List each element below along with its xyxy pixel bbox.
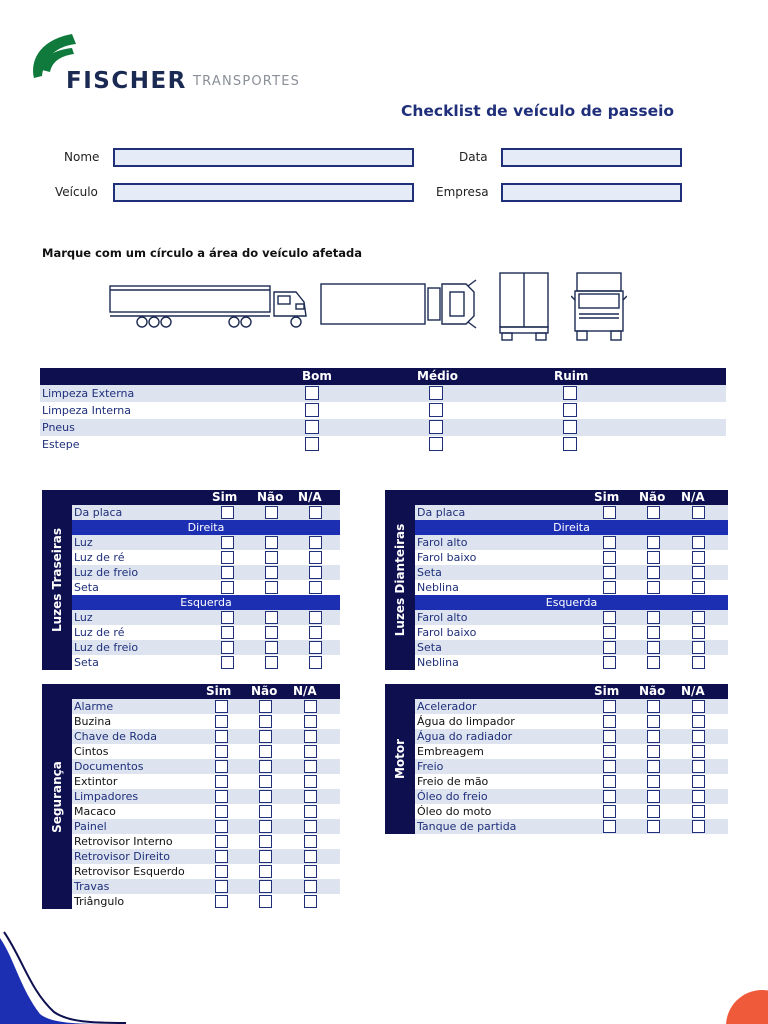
nao-checkbox[interactable] <box>647 641 660 654</box>
checklist-row-label: Extintor <box>74 775 118 788</box>
nao-column-header: Não <box>257 490 284 504</box>
sim-checkbox[interactable] <box>603 700 616 713</box>
veiculo-label: Veículo <box>55 185 98 199</box>
na-checkbox[interactable] <box>309 551 322 564</box>
sim-checkbox[interactable] <box>215 880 228 893</box>
checklist-row-label: Luz de freio <box>74 566 139 579</box>
nao-checkbox[interactable] <box>259 745 272 758</box>
checklist-row <box>72 759 340 774</box>
checklist-row-label: Painel <box>74 820 107 833</box>
subheader-esquerda: Esquerda <box>415 595 728 610</box>
section-side-label <box>385 490 415 670</box>
condition-row <box>40 385 726 402</box>
checklist-row-label: Limpadores <box>74 790 139 803</box>
checklist-row <box>72 849 340 864</box>
nao-checkbox[interactable] <box>647 611 660 624</box>
na-checkbox[interactable] <box>309 581 322 594</box>
na-checkbox[interactable] <box>692 790 705 803</box>
na-checkbox[interactable] <box>692 730 705 743</box>
checklist-row-label: Luz de ré <box>74 626 125 639</box>
condition-row <box>40 436 726 453</box>
empresa-field[interactable] <box>501 183 682 202</box>
nao-checkbox[interactable] <box>259 865 272 878</box>
checklist-row <box>72 505 340 520</box>
checklist-row-label: Óleo do freio <box>417 790 488 803</box>
checklist-row-label: Da placa <box>417 506 466 519</box>
na-checkbox[interactable] <box>304 730 317 743</box>
checklist-row-label: Seta <box>74 656 99 669</box>
na-checkbox[interactable] <box>692 656 705 669</box>
na-checkbox[interactable] <box>692 745 705 758</box>
sim-checkbox[interactable] <box>221 611 234 624</box>
checklist-row-label: Tanque de partida <box>417 820 517 833</box>
checklist-row <box>415 699 728 714</box>
sim-checkbox[interactable] <box>215 895 228 908</box>
checklist-row <box>415 610 728 625</box>
na-column-header: N/A <box>298 490 322 504</box>
checklist-row-label: Farol baixo <box>417 626 477 639</box>
nao-checkbox[interactable] <box>647 790 660 803</box>
checklist-row-label: Óleo do moto <box>417 805 492 818</box>
na-checkbox[interactable] <box>692 536 705 549</box>
checklist-row <box>415 625 728 640</box>
checklist-row <box>72 655 340 670</box>
sim-checkbox[interactable] <box>215 775 228 788</box>
condition-row-label: Pneus <box>42 421 75 434</box>
truck-top-view-icon <box>318 270 480 332</box>
ruim-checkbox[interactable] <box>563 437 577 451</box>
checklist-row-label: Retrovisor Interno <box>74 835 173 848</box>
sim-checkbox[interactable] <box>221 641 234 654</box>
checklist-row <box>72 699 340 714</box>
sim-checkbox[interactable] <box>215 835 228 848</box>
nao-checkbox[interactable] <box>259 880 272 893</box>
sim-checkbox[interactable] <box>603 551 616 564</box>
na-checkbox[interactable] <box>304 820 317 833</box>
na-checkbox[interactable] <box>304 760 317 773</box>
sim-checkbox[interactable] <box>215 730 228 743</box>
sim-checkbox[interactable] <box>221 536 234 549</box>
nome-field[interactable] <box>113 148 414 167</box>
checklist-row-label: Triângulo <box>74 895 125 908</box>
checklist-row-label: Farol alto <box>417 536 468 549</box>
section-title: Luzes Dianteiras <box>393 523 407 637</box>
na-checkbox[interactable] <box>309 656 322 669</box>
na-checkbox[interactable] <box>692 715 705 728</box>
na-checkbox[interactable] <box>309 506 322 519</box>
truck-side-left-icon <box>106 270 310 332</box>
sim-checkbox[interactable] <box>603 611 616 624</box>
checklist-row <box>72 729 340 744</box>
nao-checkbox[interactable] <box>265 581 278 594</box>
bom-checkbox[interactable] <box>305 437 319 451</box>
checklist-row-label: Travas <box>74 880 110 893</box>
section-title: Motor <box>393 738 407 780</box>
checklist-row-label: Cintos <box>74 745 109 758</box>
ruim-checkbox[interactable] <box>563 420 577 434</box>
checklist-row <box>72 894 340 909</box>
na-checkbox[interactable] <box>692 820 705 833</box>
checklist-row <box>72 580 340 595</box>
wave-decoration-icon <box>0 928 130 1024</box>
table-header <box>72 490 340 505</box>
medio-header: Médio <box>417 369 459 383</box>
na-checkbox[interactable] <box>692 641 705 654</box>
na-checkbox[interactable] <box>692 760 705 773</box>
sim-checkbox[interactable] <box>603 730 616 743</box>
checklist-row <box>415 774 728 789</box>
checklist-row <box>415 565 728 580</box>
nao-checkbox[interactable] <box>259 895 272 908</box>
sim-checkbox[interactable] <box>603 656 616 669</box>
nao-column-header: Não <box>251 684 278 698</box>
sim-checkbox[interactable] <box>603 506 616 519</box>
sim-checkbox[interactable] <box>603 775 616 788</box>
sim-checkbox[interactable] <box>603 790 616 803</box>
sim-column-header: Sim <box>206 684 232 698</box>
subheader-direita: Direita <box>415 520 728 535</box>
checklist-row <box>415 640 728 655</box>
sim-checkbox[interactable] <box>221 506 234 519</box>
sim-checkbox[interactable] <box>603 715 616 728</box>
nao-checkbox[interactable] <box>647 656 660 669</box>
checklist-row-label: Freio <box>417 760 444 773</box>
truck-rear-view-icon <box>496 270 552 342</box>
section-side-label <box>42 490 72 670</box>
sim-column-header: Sim <box>594 490 620 504</box>
nao-checkbox[interactable] <box>647 536 660 549</box>
checklist-row-label: Freio de mão <box>417 775 489 788</box>
nao-checkbox[interactable] <box>265 611 278 624</box>
nao-checkbox[interactable] <box>259 775 272 788</box>
medio-checkbox[interactable] <box>429 403 443 417</box>
checklist-row-label: Chave de Roda <box>74 730 158 743</box>
na-checkbox[interactable] <box>304 745 317 758</box>
subheader-direita: Direita <box>72 520 340 535</box>
sim-checkbox[interactable] <box>215 700 228 713</box>
sim-checkbox[interactable] <box>603 745 616 758</box>
na-checkbox[interactable] <box>304 700 317 713</box>
checklist-row <box>72 744 340 759</box>
checklist-row-label: Da placa <box>74 506 123 519</box>
checklist-row-label: Neblina <box>417 581 459 594</box>
nao-checkbox[interactable] <box>647 730 660 743</box>
checklist-row-label: Seta <box>74 581 99 594</box>
motor-table <box>385 684 728 834</box>
medio-checkbox[interactable] <box>429 386 443 400</box>
nao-checkbox[interactable] <box>259 805 272 818</box>
na-checkbox[interactable] <box>304 880 317 893</box>
na-checkbox[interactable] <box>692 626 705 639</box>
checklist-row-label: Luz <box>74 536 93 549</box>
checklist-row-label: Seta <box>417 641 442 654</box>
medio-checkbox[interactable] <box>429 420 443 434</box>
na-checkbox[interactable] <box>304 805 317 818</box>
checklist-row-label: Embreagem <box>417 745 484 758</box>
nao-checkbox[interactable] <box>647 805 660 818</box>
checklist-row <box>415 714 728 729</box>
nao-checkbox[interactable] <box>265 566 278 579</box>
na-checkbox[interactable] <box>692 566 705 579</box>
sim-checkbox[interactable] <box>215 805 228 818</box>
checklist-row-label: Farol baixo <box>417 551 477 564</box>
nao-checkbox[interactable] <box>647 745 660 758</box>
checklist-row <box>72 819 340 834</box>
checklist-row-label: Macaco <box>74 805 116 818</box>
nao-checkbox[interactable] <box>259 820 272 833</box>
condition-row <box>40 419 726 436</box>
checklist-row <box>415 655 728 670</box>
nao-column-header: Não <box>639 490 666 504</box>
sim-checkbox[interactable] <box>221 551 234 564</box>
checklist-row-label: Retrovisor Direito <box>74 850 170 863</box>
nao-checkbox[interactable] <box>265 551 278 564</box>
na-checkbox[interactable] <box>692 551 705 564</box>
na-checkbox[interactable] <box>692 805 705 818</box>
sim-checkbox[interactable] <box>603 820 616 833</box>
nao-column-header: Não <box>639 684 666 698</box>
checklist-row-label: Água do limpador <box>417 715 515 728</box>
nome-label: Nome <box>64 150 100 164</box>
condition-table <box>40 368 726 453</box>
checklist-row-label: Neblina <box>417 656 459 669</box>
ruim-checkbox[interactable] <box>563 386 577 400</box>
sim-checkbox[interactable] <box>603 566 616 579</box>
condition-header <box>40 368 726 385</box>
section-title: Segurança <box>50 760 64 833</box>
checklist-row <box>72 834 340 849</box>
condition-row <box>40 402 726 419</box>
checklist-row-label: Documentos <box>74 760 144 773</box>
nao-checkbox[interactable] <box>265 626 278 639</box>
sim-column-header: Sim <box>212 490 238 504</box>
checklist-row <box>415 789 728 804</box>
sim-checkbox[interactable] <box>215 820 228 833</box>
nao-checkbox[interactable] <box>259 760 272 773</box>
nao-checkbox[interactable] <box>265 641 278 654</box>
na-checkbox[interactable] <box>309 566 322 579</box>
checklist-row-label: Seta <box>417 566 442 579</box>
checklist-row <box>415 729 728 744</box>
section-side-label <box>385 684 415 834</box>
subheader-esquerda: Esquerda <box>72 595 340 610</box>
checklist-row <box>415 804 728 819</box>
checklist-row-label: Luz <box>74 611 93 624</box>
sim-checkbox[interactable] <box>215 790 228 803</box>
checklist-row <box>415 819 728 834</box>
checklist-row-label: Farol alto <box>417 611 468 624</box>
checklist-row-label: Luz de freio <box>74 641 139 654</box>
section-side-label <box>42 684 72 909</box>
truck-front-view-icon <box>571 270 627 342</box>
nao-checkbox[interactable] <box>259 790 272 803</box>
sim-checkbox[interactable] <box>603 626 616 639</box>
checklist-row <box>72 774 340 789</box>
sim-checkbox[interactable] <box>603 805 616 818</box>
checklist-row-label: Alarme <box>74 700 114 713</box>
checklist-row-label: Buzina <box>74 715 112 728</box>
data-label: Data <box>459 150 488 164</box>
nao-checkbox[interactable] <box>259 850 272 863</box>
checklist-row-label: Luz de ré <box>74 551 125 564</box>
bom-checkbox[interactable] <box>305 403 319 417</box>
checklist-row <box>415 505 728 520</box>
na-checkbox[interactable] <box>692 581 705 594</box>
nao-checkbox[interactable] <box>647 820 660 833</box>
checklist-row <box>72 550 340 565</box>
sim-checkbox[interactable] <box>221 656 234 669</box>
na-checkbox[interactable] <box>309 641 322 654</box>
sim-checkbox[interactable] <box>215 715 228 728</box>
checklist-row-label: Retrovisor Esquerdo <box>74 865 185 878</box>
na-checkbox[interactable] <box>692 700 705 713</box>
checklist-row <box>72 789 340 804</box>
sim-checkbox[interactable] <box>221 566 234 579</box>
sim-checkbox[interactable] <box>603 760 616 773</box>
bom-checkbox[interactable] <box>305 420 319 434</box>
condition-row-label: Limpeza Externa <box>42 387 135 400</box>
na-checkbox[interactable] <box>692 506 705 519</box>
na-checkbox[interactable] <box>304 865 317 878</box>
na-checkbox[interactable] <box>692 775 705 788</box>
ruim-header: Ruim <box>554 369 589 383</box>
checklist-row <box>415 535 728 550</box>
na-checkbox[interactable] <box>304 850 317 863</box>
checklist-row <box>72 804 340 819</box>
nao-checkbox[interactable] <box>259 700 272 713</box>
checklist-row-label: Acelerador <box>417 700 477 713</box>
data-field[interactable] <box>501 148 682 167</box>
checklist-row <box>72 535 340 550</box>
nao-checkbox[interactable] <box>647 700 660 713</box>
veiculo-field[interactable] <box>113 183 414 202</box>
section-title: Luzes Traseiras <box>50 527 64 633</box>
nao-checkbox[interactable] <box>259 730 272 743</box>
table-header <box>72 684 340 699</box>
checklist-row <box>72 640 340 655</box>
nao-checkbox[interactable] <box>647 506 660 519</box>
checklist-row <box>72 879 340 894</box>
instruction-text: Marque com um círculo a área do veículo afetada <box>42 246 363 260</box>
na-checkbox[interactable] <box>304 775 317 788</box>
na-checkbox[interactable] <box>309 536 322 549</box>
sim-checkbox[interactable] <box>215 850 228 863</box>
bom-checkbox[interactable] <box>305 386 319 400</box>
luzes-traseiras-table <box>42 490 340 670</box>
checklist-row <box>415 550 728 565</box>
nao-checkbox[interactable] <box>265 506 278 519</box>
condition-row-label: Limpeza Interna <box>42 404 131 417</box>
sim-checkbox[interactable] <box>221 626 234 639</box>
checklist-row <box>415 744 728 759</box>
sim-checkbox[interactable] <box>215 760 228 773</box>
sim-column-header: Sim <box>594 684 620 698</box>
page-title: Checklist de veículo de passeio <box>401 102 675 120</box>
checklist-row <box>415 759 728 774</box>
nao-checkbox[interactable] <box>259 715 272 728</box>
sim-checkbox[interactable] <box>603 536 616 549</box>
na-checkbox[interactable] <box>304 790 317 803</box>
table-header <box>415 490 728 505</box>
checklist-row <box>415 580 728 595</box>
nao-checkbox[interactable] <box>647 760 660 773</box>
sim-checkbox[interactable] <box>603 581 616 594</box>
sim-checkbox[interactable] <box>215 745 228 758</box>
nao-checkbox[interactable] <box>647 715 660 728</box>
nao-checkbox[interactable] <box>647 551 660 564</box>
checklist-row <box>72 714 340 729</box>
brand-name: FISCHER <box>66 68 187 94</box>
na-column-header: N/A <box>293 684 317 698</box>
nao-checkbox[interactable] <box>647 775 660 788</box>
nao-checkbox[interactable] <box>647 581 660 594</box>
checklist-row <box>72 610 340 625</box>
medio-checkbox[interactable] <box>429 437 443 451</box>
nao-checkbox[interactable] <box>265 536 278 549</box>
ruim-checkbox[interactable] <box>563 403 577 417</box>
bom-header: Bom <box>302 369 332 383</box>
checklist-row-label: Água do radiador <box>417 730 513 743</box>
sim-checkbox[interactable] <box>215 865 228 878</box>
nao-checkbox[interactable] <box>647 566 660 579</box>
luzes-dianteiras-table <box>385 490 728 670</box>
seguranca-table <box>42 684 340 909</box>
brand-subtitle: TRANSPORTES <box>193 74 301 89</box>
na-checkbox[interactable] <box>304 715 317 728</box>
sim-checkbox[interactable] <box>221 581 234 594</box>
corner-circle-icon <box>722 988 768 1024</box>
na-checkbox[interactable] <box>304 895 317 908</box>
checklist-row <box>72 625 340 640</box>
na-column-header: N/A <box>681 490 705 504</box>
sim-checkbox[interactable] <box>603 641 616 654</box>
table-header <box>415 684 728 699</box>
condition-row-label: Estepe <box>42 438 80 451</box>
na-checkbox[interactable] <box>309 611 322 624</box>
nao-checkbox[interactable] <box>259 835 272 848</box>
nao-checkbox[interactable] <box>265 656 278 669</box>
na-column-header: N/A <box>681 684 705 698</box>
na-checkbox[interactable] <box>692 611 705 624</box>
empresa-label: Empresa <box>436 185 489 199</box>
nao-checkbox[interactable] <box>647 626 660 639</box>
checklist-row <box>72 565 340 580</box>
na-checkbox[interactable] <box>304 835 317 848</box>
checklist-row <box>72 864 340 879</box>
na-checkbox[interactable] <box>309 626 322 639</box>
